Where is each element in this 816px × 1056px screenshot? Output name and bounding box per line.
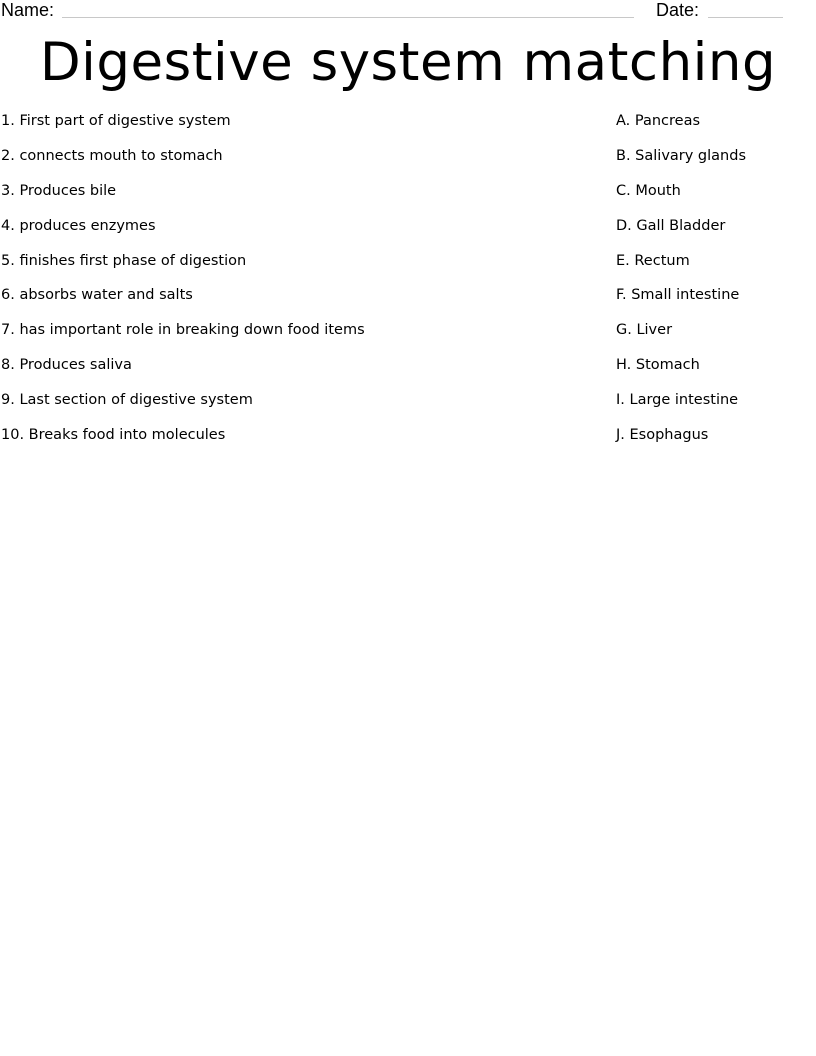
answer-item: A. Pancreas bbox=[616, 113, 701, 129]
clue-item: 9. Last section of digestive system bbox=[1, 392, 253, 409]
clue-item: 10. Breaks food into molecules bbox=[1, 427, 226, 444]
worksheet-header bbox=[0, 0, 816, 24]
date-label: Date: bbox=[656, 0, 700, 20]
clue-item: 2. connects mouth to stomach bbox=[1, 147, 223, 164]
clue-item: 7. has important role in breaking down food items bbox=[1, 322, 365, 339]
answer-item: F. Small intestine bbox=[616, 287, 740, 304]
answer-item: D. Gall Bladder bbox=[616, 217, 726, 234]
clue-item: 5. finishes first phase of digestion bbox=[1, 252, 247, 269]
answer-item: C. Mouth bbox=[616, 182, 681, 199]
clue-item: 1. First part of digestive system bbox=[1, 113, 231, 129]
name-blank-line bbox=[62, 17, 634, 18]
name-label: Name: bbox=[1, 0, 55, 20]
clue-list bbox=[1, 111, 591, 460]
date-blank-line bbox=[708, 17, 783, 18]
answer-item: B. Salivary glands bbox=[616, 147, 746, 164]
answer-list bbox=[616, 111, 814, 460]
answer-item: E. Rectum bbox=[616, 252, 690, 269]
page-title: Digestive system matching bbox=[39, 32, 777, 93]
clue-item: 6. absorbs water and salts bbox=[1, 287, 193, 304]
answer-item: I. Large intestine bbox=[616, 392, 739, 409]
clue-item: 4. produces enzymes bbox=[1, 217, 156, 234]
clue-item: 8. Produces saliva bbox=[1, 357, 132, 374]
answer-item: H. Stomach bbox=[616, 357, 700, 374]
clue-item: 3. Produces bile bbox=[1, 182, 117, 199]
answer-item: J. Esophagus bbox=[616, 427, 709, 444]
answer-item: G. Liver bbox=[616, 322, 673, 339]
